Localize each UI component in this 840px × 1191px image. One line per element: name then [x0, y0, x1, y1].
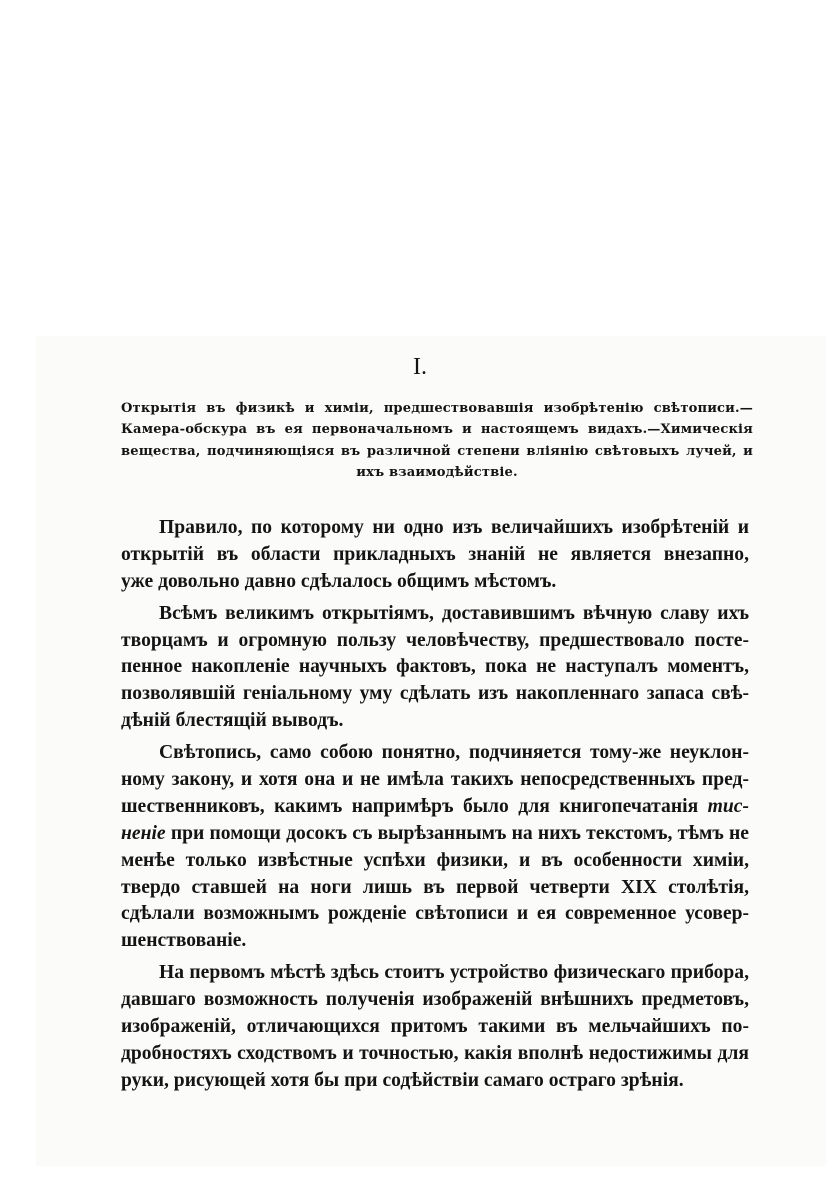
- paragraph-2: [121, 601, 749, 735]
- body-text: [121, 515, 749, 1095]
- summary-line: ихъ взаимодѣйствіе.: [356, 465, 518, 481]
- text-line: давшаго возможность полученія изображеній внѣшнихъ предметовъ,: [121, 989, 749, 1011]
- text-line: пенное накопленіе научныхъ фактовъ, пока не наступалъ моментъ,: [121, 656, 749, 678]
- text-line: Свѣтопись, само собою понятно, подчиняется тому-же неуклон-: [159, 742, 749, 764]
- text-line-with-italic: [121, 794, 749, 821]
- text-line: Правило, по которому ни одно изъ величайшихъ изобрѣтеній и: [159, 517, 749, 538]
- summary-line: Открытія въ физикѣ и химіи, предшествовавшія изобрѣтенію свѣтописи.—: [121, 401, 753, 416]
- summary-line: Камера-обскура въ ея первоначальномъ и настоящемъ видахъ.—Химическія: [121, 422, 753, 438]
- summary-line: вещества, подчиняющіяся въ различной степени вліянію свѣтовыхъ лучей, и: [121, 443, 753, 459]
- text-line: твердо ставшей на ноги лишь въ первой четверти XIX столѣтія,: [121, 876, 749, 898]
- italic-word: неніе: [121, 822, 166, 844]
- text-line: дробностяхъ сходствомъ и точностью, какія вполнѣ недостижимы для: [121, 1042, 749, 1064]
- line-text: при помощи досокъ съ вырѣзаннымъ на нихъ текстомъ, тѣмъ не: [170, 822, 750, 844]
- chapter-summary: [121, 398, 753, 484]
- text-line: Всѣмъ великимъ открытіямъ, доставившимъ вѣчную славу ихъ: [159, 602, 749, 624]
- text-line: руки, рисующей хотя бы при содѣйствіи самаго остраго зрѣнія.: [121, 1069, 684, 1091]
- italic-word: тис-: [707, 795, 749, 817]
- text-line: творцамъ и огромную пользу человѣчеству, предшествовало посте-: [121, 629, 749, 651]
- text-line: дѣній блестящій выводъ.: [121, 710, 344, 732]
- chapter-number: I.: [413, 354, 427, 380]
- text-line: позволявшій геніальному уму сдѣлать изъ накопленнаго запаса свѣ-: [121, 683, 749, 705]
- text-line: На первомъ мѣстѣ здѣсь стоитъ устройство физическаго прибора,: [159, 962, 749, 984]
- paragraph-3: [121, 740, 749, 955]
- text-line: изображеній, отличающихся притомъ такими въ мельчайшихъ по-: [121, 1016, 749, 1038]
- text-line-with-italic: [121, 821, 749, 848]
- text-line: менѣе только извѣстные успѣхи физики, и въ особенности химіи,: [121, 849, 749, 871]
- text-line: ному закону, и хотя она и не имѣла такихъ непосредственныхъ пред-: [121, 769, 749, 791]
- paragraph-1: [121, 515, 749, 596]
- line-text: шественниковъ, какимъ напримѣръ было для книгопечатанія: [121, 795, 699, 817]
- text-line: шенствованіе.: [121, 930, 247, 952]
- text-line: открытій въ области прикладныхъ знаній не является внезапно,: [121, 543, 749, 565]
- paragraph-4: [121, 960, 749, 1094]
- text-line: сдѣлали возможнымъ рожденіе свѣтописи и ея современное усовер-: [121, 903, 749, 925]
- text-line: уже довольно давно сдѣлалось общимъ мѣстомъ.: [121, 570, 557, 592]
